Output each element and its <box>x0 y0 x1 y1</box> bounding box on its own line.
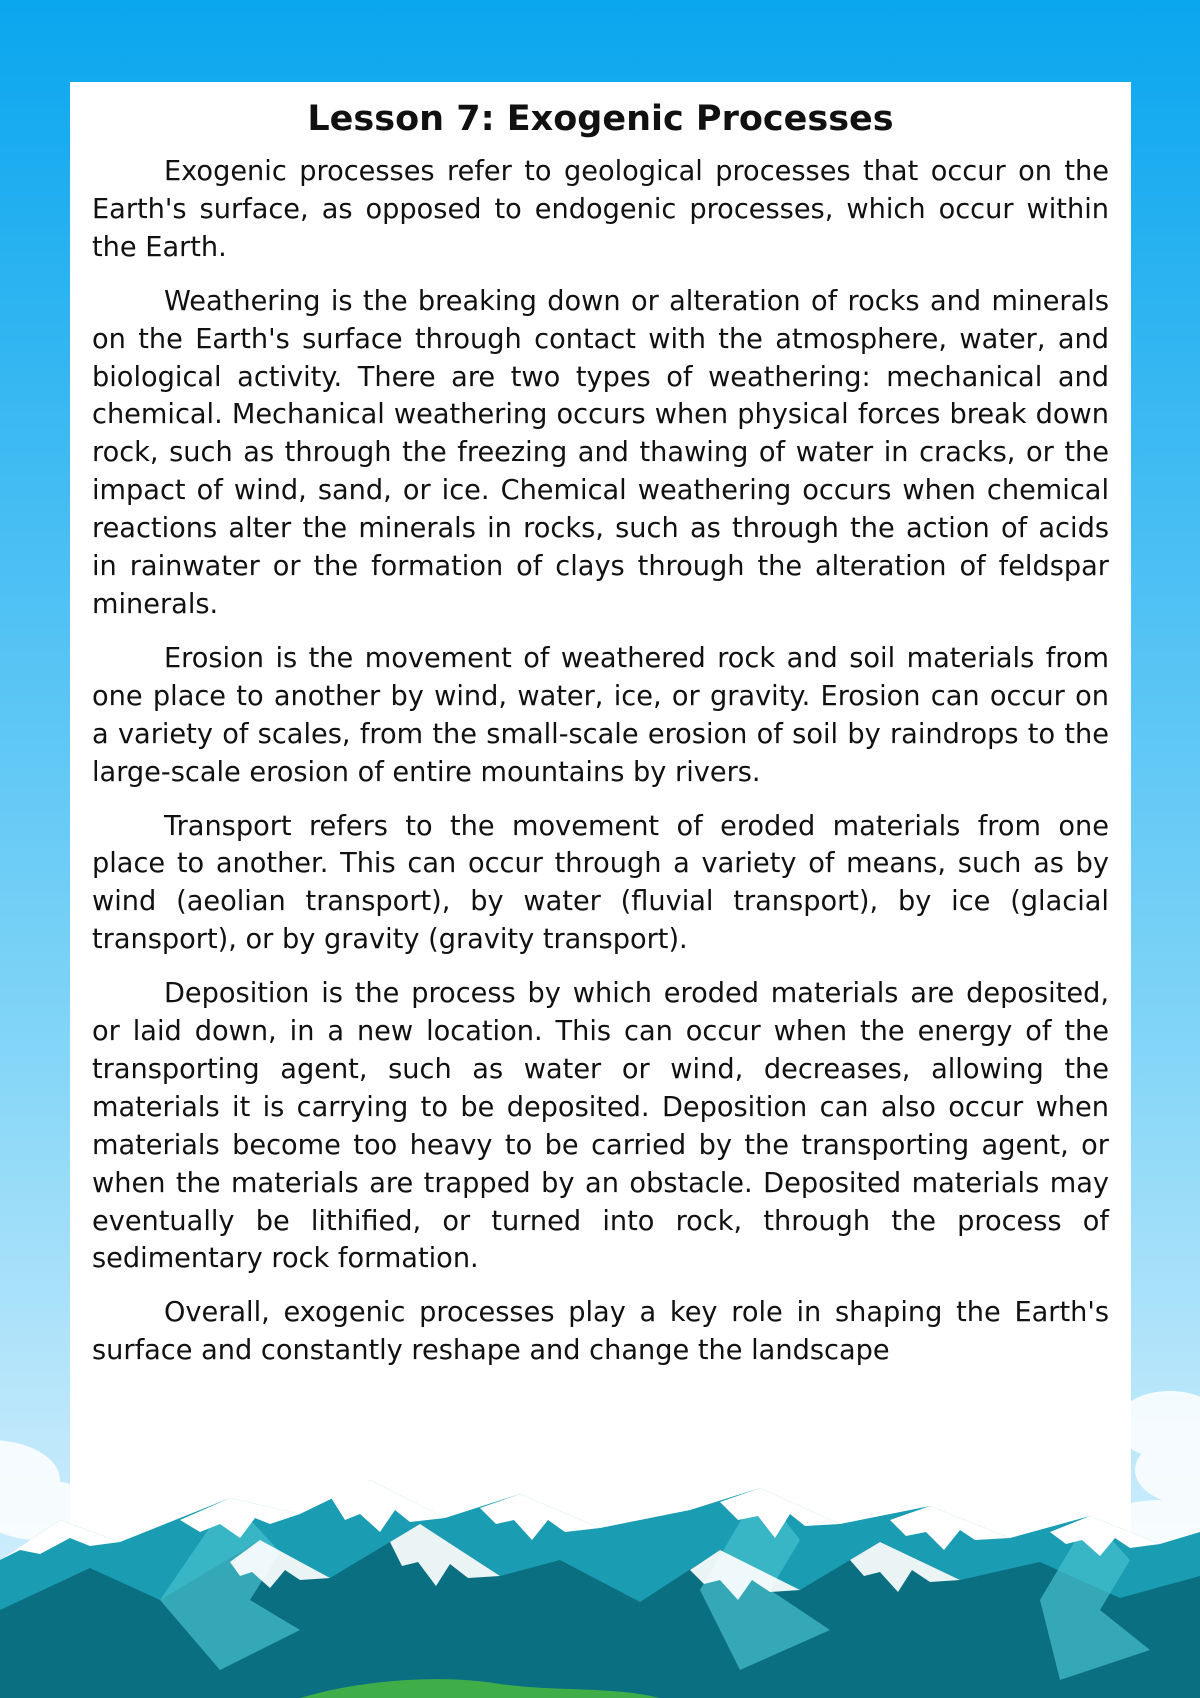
paragraph-deposition: Deposition is the process by which eroded materials are deposited, or laid down, in a new location. This can occur when the energy of the transporting agent, such as water or wind, decreases, allowing the materials it is carrying to be deposited. Deposition can also occur when materials become too heavy to be carried by the transporting agent, or when the materials are trapped by an obstacle. Deposited materials may eventually be lithified, or turned into rock, through the process of sedimentary rock formation. <box>92 978 1109 1275</box>
paragraph-overall: Overall, exogenic processes play a key role in shaping the Earth's surface and constantly reshape and change the landscape <box>92 1297 1109 1367</box>
paragraph-erosion: Erosion is the movement of weathered rock and soil materials from one place to another by wind, water, ice, or gravity. Erosion can occur on a variety of scales, from the small-scale erosion of soil by raindrops to the large-scale erosion of entire mountains by rivers. <box>92 642 1109 788</box>
lesson-content <box>92 96 1109 1386</box>
paragraph-transport: Transport refers to the movement of eroded materials from one place to another. This can occur through a variety of means, such as by wind (aeolian transport), by water (fluvial transport), by ice (glacial transport), or by gravity (gravity transport). <box>92 810 1109 956</box>
lesson-title: Lesson 7: Exogenic Processes <box>307 99 894 139</box>
paragraph-weathering: Weathering is the breaking down or alteration of rocks and minerals on the Earth's surface through contact with the atmosphere, water, and biological activity. There are two types of weathering: mechanical and chemical. Mechanical weathering occurs when physical forces break down rock, such as through the freezing and thawing of water in cracks, or the impact of wind, sand, or ice. Chemical weathering occurs when chemical reactions alter the minerals in rocks, such as through the action of acids in rainwater or the formation of clays through the alteration of feldspar minerals. <box>92 285 1109 620</box>
paragraph-intro: Exogenic processes refer to geological processes that occur on the Earth's surface, as opposed to endogenic processes, which occur within the Earth. <box>92 156 1109 263</box>
mountain-illustration <box>0 1480 1200 1698</box>
